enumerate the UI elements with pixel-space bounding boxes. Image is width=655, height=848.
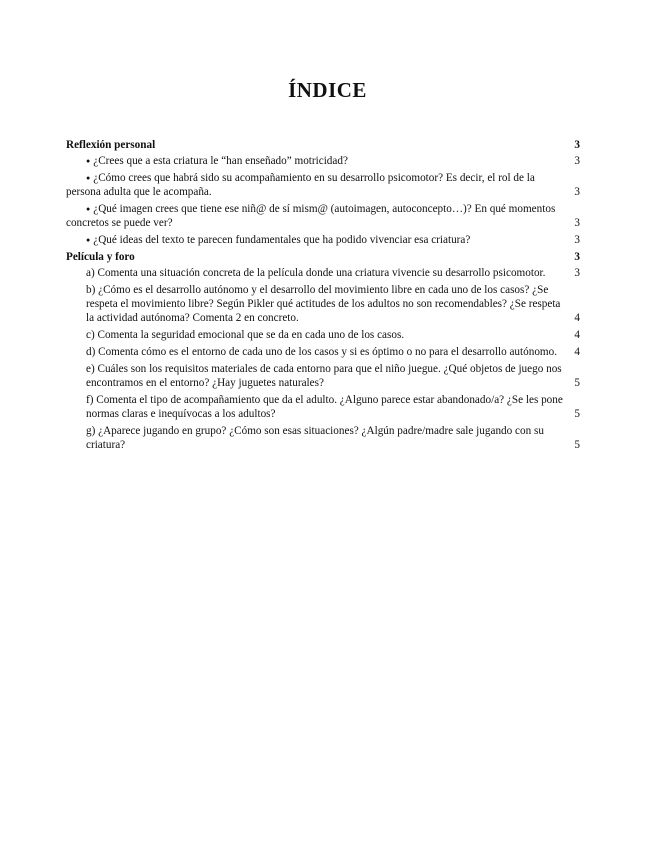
entry-page-number: 3 — [574, 234, 580, 246]
table-of-contents — [66, 136, 580, 455]
entry-page-number: 3 — [574, 155, 580, 167]
toc-entry[interactable] — [66, 362, 580, 390]
index-title: ÍNDICE — [288, 78, 367, 102]
entry-text: ¿Crees que a esta criatura le “han enseñado” motricidad? — [93, 155, 348, 167]
toc-entry[interactable] — [66, 266, 580, 280]
entry-text: f) Comenta el tipo de acompañamiento que da el adulto. ¿Alguno parece estar abandonado/a? ¿Se les pone normas claras e inequívocas a los adultos? — [86, 394, 563, 420]
entry-page-number: 5 — [574, 377, 580, 389]
toc-entry[interactable] — [66, 171, 580, 199]
toc-entry[interactable] — [66, 393, 580, 421]
section-page-number: 3 — [574, 251, 580, 263]
entry-page-number: 3 — [574, 186, 580, 198]
toc-entry[interactable] — [66, 424, 580, 452]
bullet-icon — [66, 172, 93, 184]
entry-text: ¿Cómo crees que habrá sido su acompañamiento en su desarrollo psicomotor? Es decir, el rol de la persona adulta que le acompaña. — [66, 172, 535, 198]
toc-entry[interactable] — [66, 202, 580, 230]
entry-text: d) Comenta cómo es el entorno de cada uno de los casos y si es óptimo o no para el desarrollo autónomo. — [86, 346, 558, 358]
toc-entry[interactable] — [66, 328, 580, 342]
bullet-icon — [66, 203, 93, 215]
entry-text: e) Cuáles son los requisitos materiales de cada entorno para que el niño juegue. ¿Qué objetos de juego nos encontramos en el entorno? ¿Hay juguetes naturales? — [86, 363, 562, 389]
entry-page-number: 5 — [574, 408, 580, 420]
toc-entry[interactable] — [66, 233, 580, 247]
entry-page-number: 4 — [574, 312, 580, 324]
entry-page-number: 5 — [574, 439, 580, 451]
toc-entry[interactable] — [66, 345, 580, 359]
entry-text: a) Comenta una situación concreta de la película donde una criatura vivencie su desarrollo psicomotor. — [86, 267, 546, 279]
entry-text: b) ¿Cómo es el desarrollo autónomo y el desarrollo del movimiento libre en cada uno de los casos? ¿Se respeta el movimiento libre? Según Pikler qué actitudes de los adultos no son recomendables? ¿Se respeta la actividad autónoma? Comenta 2 en concreto. — [86, 284, 561, 324]
entry-page-number: 4 — [574, 329, 580, 341]
entry-page-number: 3 — [574, 267, 580, 279]
entry-text: g) ¿Aparece jugando en grupo? ¿Cómo son esas situaciones? ¿Algún padre/madre sale jugando con su criatura? — [86, 425, 544, 451]
toc-section-reflexion[interactable] — [66, 138, 580, 152]
toc-entry[interactable] — [66, 154, 580, 168]
section-label: Película y foro — [66, 251, 135, 263]
entry-page-number: 4 — [574, 346, 580, 358]
section-label: Reflexión personal — [66, 139, 156, 151]
entry-text: c) Comenta la seguridad emocional que se da en cada uno de los casos. — [86, 329, 405, 341]
entry-text: ¿Qué imagen crees que tiene ese niñ@ de sí mism@ (autoimagen, autoconcepto…)? En qué momentos concretos se puede ver? — [66, 203, 556, 229]
toc-entry[interactable] — [66, 283, 580, 325]
toc-section-pelicula[interactable] — [66, 250, 580, 264]
entry-text: ¿Qué ideas del texto te parecen fundamentales que ha podido vivenciar esa criatura? — [93, 234, 471, 246]
entry-page-number: 3 — [574, 217, 580, 229]
section-page-number: 3 — [574, 139, 580, 151]
